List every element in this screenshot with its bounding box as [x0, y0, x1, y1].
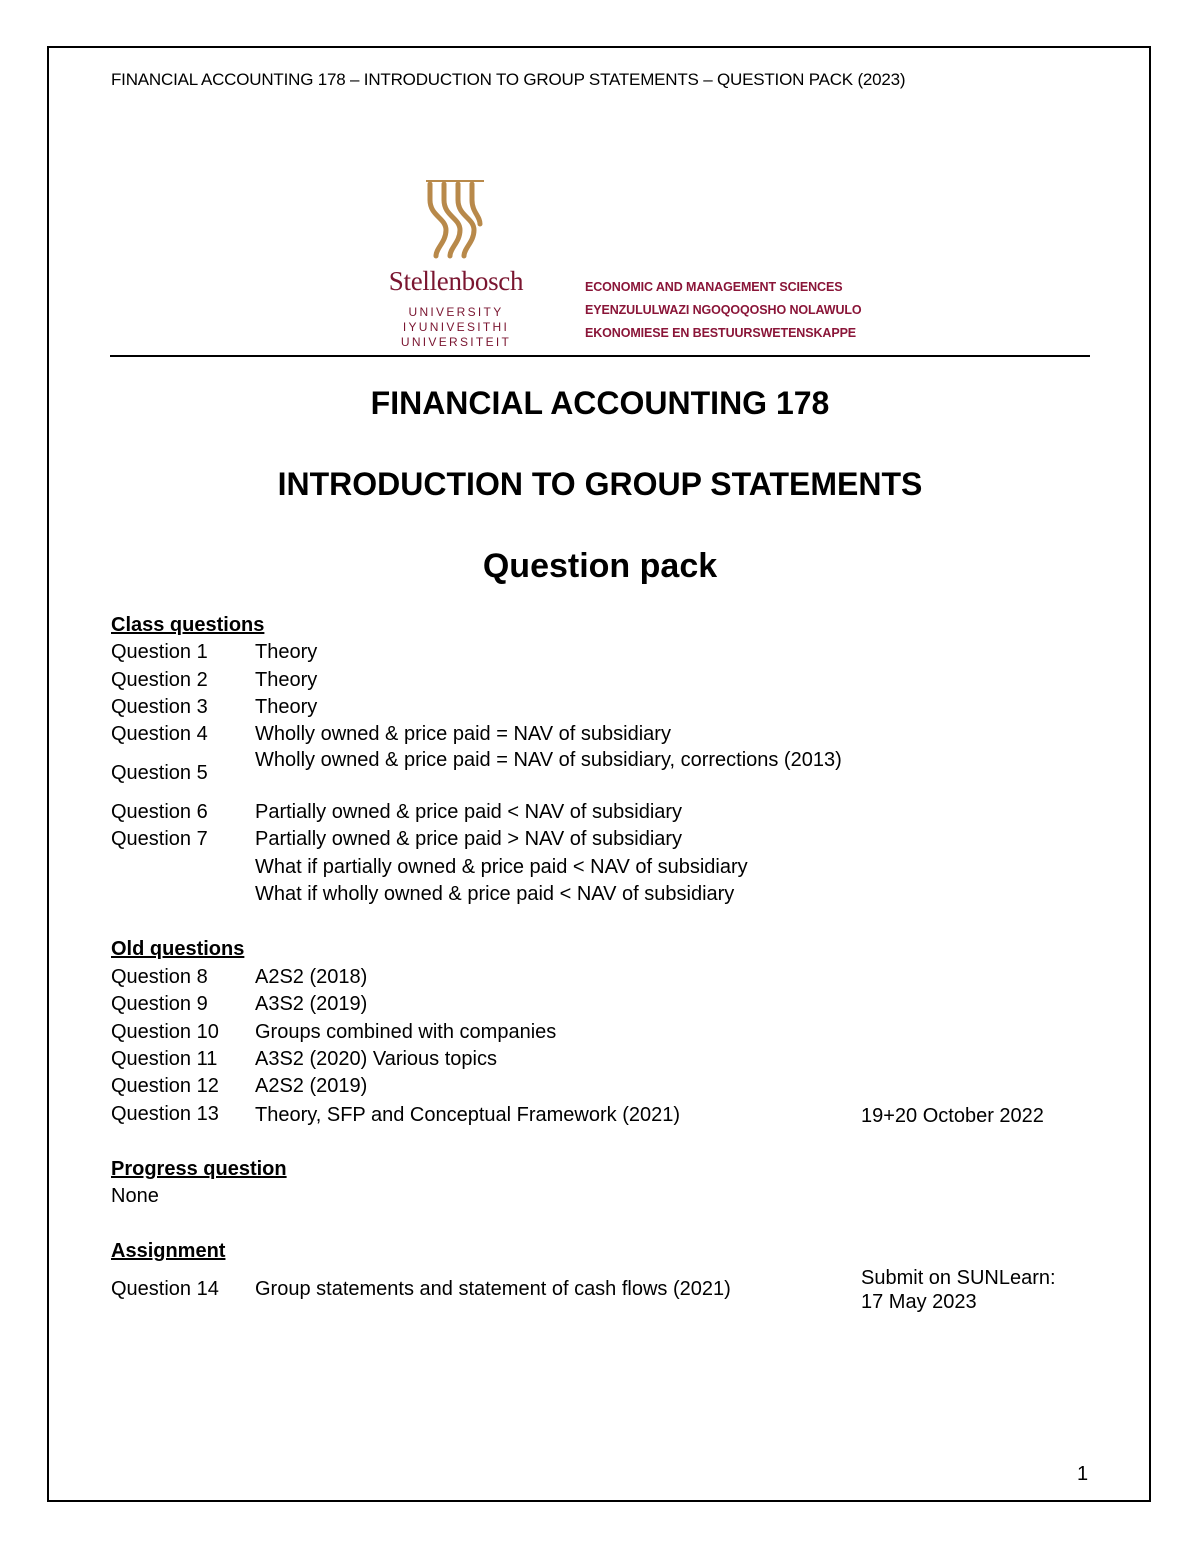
running-header: FINANCIAL ACCOUNTING 178 – INTRODUCTION TO GROUP STATEMENTS – QUESTION PACK (2023) — [111, 70, 906, 89]
question-label: Question 9 — [111, 993, 208, 1015]
question-description: Theory — [255, 641, 318, 663]
question-description: Group statements and statement of cash flows (2021) — [255, 1278, 731, 1300]
question-description: Theory, SFP and Conceptual Framework (2021) — [255, 1104, 681, 1126]
question-label: Question 12 — [111, 1075, 219, 1097]
assignment-heading: Assignment — [111, 1240, 226, 1262]
question-label: Question 7 — [111, 828, 208, 850]
question-description: Partially owned & price paid > NAV of subsidiary — [255, 828, 683, 850]
question-description: A3S2 (2019) — [255, 993, 368, 1015]
question-label: Question 11 — [111, 1048, 218, 1070]
university-logo — [376, 178, 546, 350]
class-questions-heading: Class questions — [111, 614, 265, 636]
submission-date: 17 May 2023 — [861, 1291, 977, 1313]
question-description: A2S2 (2019) — [255, 1075, 368, 1097]
logo-line-iyunivesithi: IYUNIVESITHI — [402, 320, 510, 334]
progress-question-text: None — [111, 1185, 159, 1207]
question-description: A2S2 (2018) — [255, 966, 368, 988]
old-questions-heading: Old questions — [111, 938, 245, 960]
question-description: Theory — [255, 696, 318, 718]
question-label: Question 1 — [111, 641, 208, 663]
question-description: Wholly owned & price paid = NAV of subsidiary, corrections (2013) — [255, 749, 842, 771]
question-extra: What if partially owned & price paid < NAV of subsidiary — [255, 856, 748, 878]
progress-question-heading: Progress question — [111, 1158, 287, 1180]
question-description: Partially owned & price paid < NAV of subsidiary — [255, 801, 683, 823]
question-description: Wholly owned & price paid = NAV of subsidiary — [255, 723, 671, 745]
header-rule — [110, 355, 1090, 357]
question-label: Question 3 — [111, 696, 208, 718]
question-label: Question 10 — [111, 1021, 219, 1043]
logo-line-university: UNIVERSITY — [408, 305, 504, 319]
question-description: A3S2 (2020) Various topics — [255, 1048, 497, 1070]
question-label: Question 6 — [111, 801, 208, 823]
question-label: Question 5 — [111, 762, 208, 784]
question-label: Question 2 — [111, 669, 208, 691]
faculty-xhosa: EYENZULULWAZI NGOQOQOSHO NOLAWULO — [585, 303, 862, 317]
question-label: Question 4 — [111, 723, 208, 745]
question-label: Question 13 — [111, 1103, 219, 1125]
question-label: Question 8 — [111, 966, 208, 988]
faculty-afrikaans: EKONOMIESE EN BESTUURSWETENSKAPPE — [585, 326, 857, 340]
crest-icon — [424, 178, 486, 260]
submission-note: Submit on SUNLearn: — [861, 1267, 1056, 1289]
logo-line-universiteit: UNIVERSITEIT — [400, 335, 512, 349]
course-title: FINANCIAL ACCOUNTING 178 — [370, 385, 830, 421]
question-extra: What if wholly owned & price paid < NAV of subsidiary — [255, 883, 735, 905]
question-label: Question 14 — [111, 1278, 219, 1300]
document-title: Question pack — [482, 547, 718, 585]
logo-wordmark: Stellenbosch — [388, 266, 524, 296]
question-description: Theory — [255, 669, 318, 691]
topic-title: INTRODUCTION TO GROUP STATEMENTS — [277, 466, 923, 502]
faculty-english: ECONOMIC AND MANAGEMENT SCIENCES — [585, 280, 843, 294]
page-number: 1 — [1077, 1463, 1089, 1485]
question-date: 19+20 October 2022 — [861, 1105, 1044, 1127]
question-description: Groups combined with companies — [255, 1021, 557, 1043]
